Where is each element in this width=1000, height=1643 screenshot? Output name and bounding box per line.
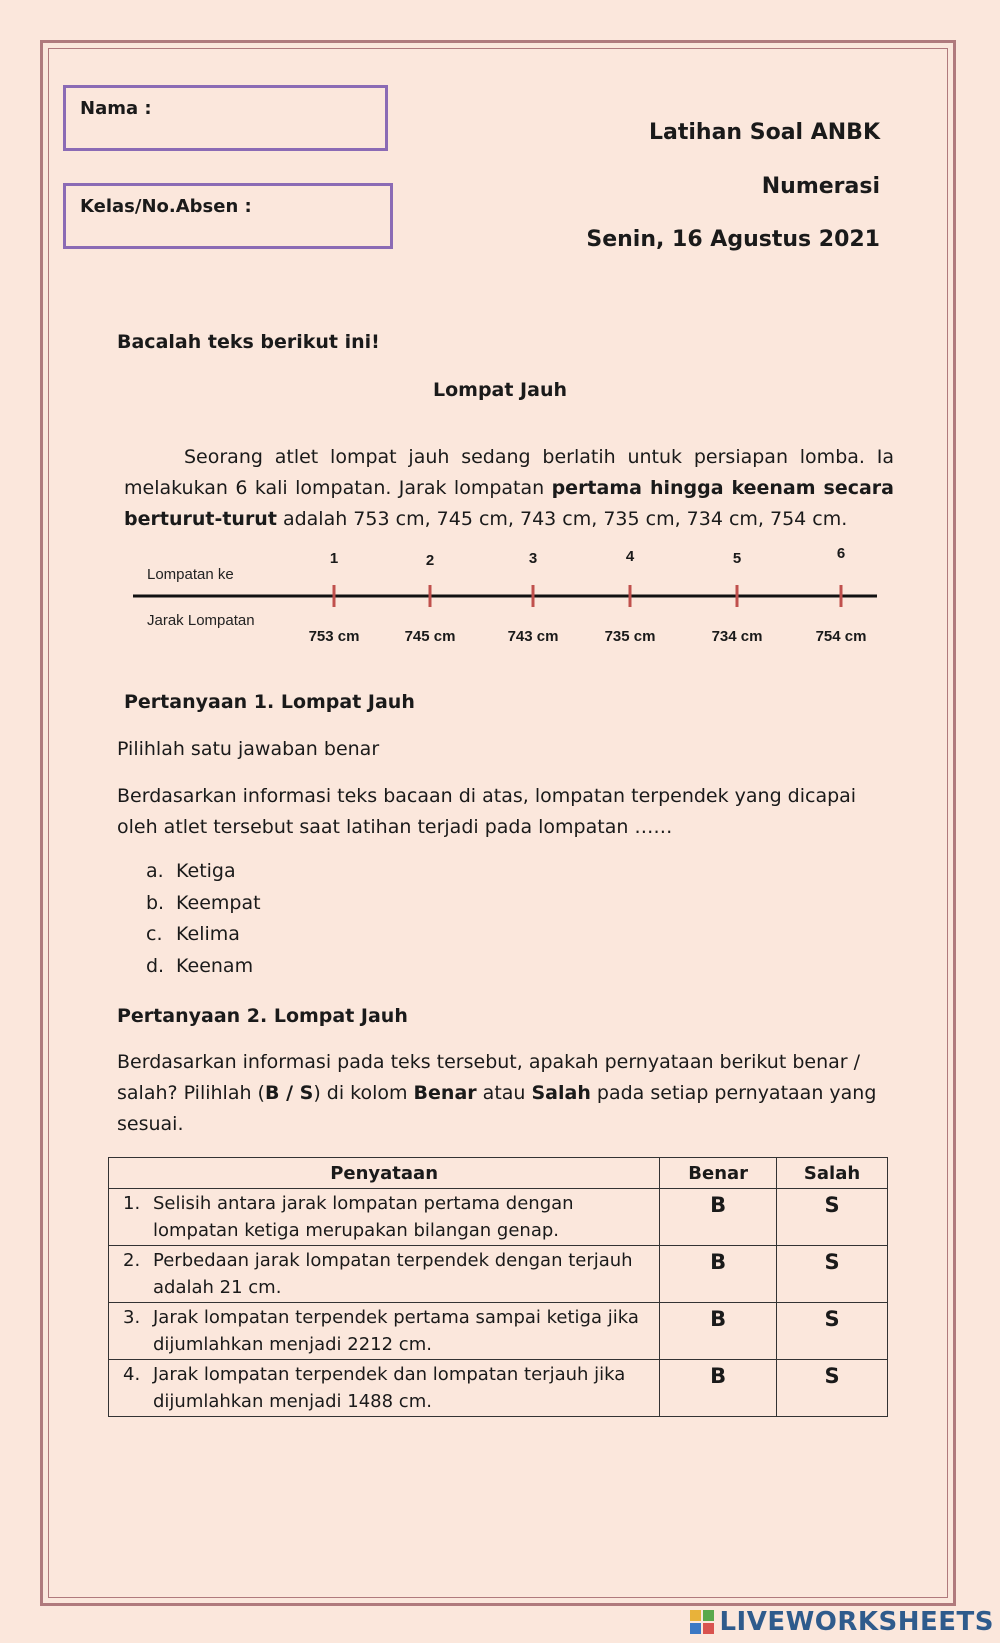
q1-question: Berdasarkan informasi teks bacaan di atas, lompatan terpendek yang dicapai oleh atlet tersebut saat latihan terjadi pada lompatan …… — [117, 785, 857, 838]
class-label: Kelas/No.Absen : — [80, 196, 252, 217]
jump-distance-5: 734 cm — [711, 628, 763, 645]
jump-number-2: 2 — [425, 552, 435, 569]
benar-option[interactable]: B — [660, 1189, 777, 1246]
jump-number-5: 5 — [732, 550, 742, 567]
header-benar: Benar — [660, 1158, 777, 1189]
reading-text-bold: pertama hingga keenam secara berturut-turut — [124, 477, 895, 530]
statement-cell: 2. Perbedaan jarak lompatan terpendek dengan terjauh adalah 21 cm. — [109, 1246, 660, 1303]
worksheet-date: Senin, 16 Agustus 2021 — [586, 227, 880, 252]
statement-cell: 1. Selisih antara jarak lompatan pertama dengan lompatan ketiga merupakan bilangan genap. — [109, 1189, 660, 1246]
class-field[interactable] — [63, 183, 393, 249]
liveworksheets-logo-icon — [689, 1609, 715, 1635]
q1-title: Pertanyaan 1. Lompat Jauh — [124, 691, 415, 713]
statement-table — [108, 1157, 888, 1417]
number-line-label-bottom: Jarak Lompatan — [147, 612, 255, 629]
table-header-row — [109, 1158, 888, 1189]
statement-cell: 4. Jarak lompatan terpendek dan lompatan terjauh jika dijumlahkan menjadi 1488 cm. — [109, 1360, 660, 1417]
jump-distance-1: 753 cm — [308, 628, 360, 645]
jump-distance-4: 735 cm — [604, 628, 656, 645]
worksheet-subject: Numerasi — [761, 174, 880, 199]
header-statement: Penyataan — [109, 1158, 660, 1189]
worksheet-title: Latihan Soal ANBK — [648, 120, 880, 145]
benar-option[interactable]: B — [660, 1360, 777, 1417]
salah-option[interactable]: S — [777, 1189, 888, 1246]
salah-option[interactable]: S — [777, 1360, 888, 1417]
reading-text-2: adalah 753 cm, 745 cm, 743 cm, 735 cm, 734 cm, 754 cm. — [276, 508, 848, 530]
table-row — [109, 1189, 888, 1246]
q1-option-d[interactable]: d. Keenam — [146, 954, 254, 977]
reading-title: Lompat Jauh — [432, 379, 568, 401]
jump-number-4: 4 — [625, 548, 635, 565]
name-field[interactable] — [63, 85, 388, 151]
header-salah: Salah — [777, 1158, 888, 1189]
table-row — [109, 1246, 888, 1303]
table-row — [109, 1303, 888, 1360]
table-row — [109, 1360, 888, 1417]
jump-distance-6: 754 cm — [815, 628, 867, 645]
q1-options — [146, 856, 261, 982]
reading-text-1: Seorang atlet lompat jauh sedang berlatih untuk persiapan lomba. Ia melakukan 6 kali lompatan. Jarak lompatan — [124, 446, 894, 499]
reading-instruction: Bacalah teks berikut ini! — [117, 331, 380, 353]
q2-question: Berdasarkan informasi pada teks tersebut, apakah pernyataan berikut benar / salah? Pilihlah (B / S) di kolom Benar atau Salah pada setiap pernyataan yang sesuai. — [117, 1051, 877, 1135]
jump-number-1: 1 — [329, 550, 339, 567]
q1-instruction: Pilihlah satu jawaban benar — [117, 738, 380, 760]
number-line-label-top: Lompatan ke — [147, 566, 234, 583]
reading-paragraph — [124, 442, 894, 535]
jump-distance-3: 743 cm — [507, 628, 559, 645]
number-line — [0, 560, 1000, 620]
liveworksheets-logo — [689, 1607, 994, 1637]
name-label: Nama : — [80, 98, 152, 119]
q1-option-c[interactable]: c. Kelima — [146, 923, 240, 945]
q2-title: Pertanyaan 2. Lompat Jauh — [117, 1005, 408, 1027]
statement-cell: 3. Jarak lompatan terpendek pertama sampai ketiga jika dijumlahkan menjadi 2212 cm. — [109, 1303, 660, 1360]
q1-option-a[interactable]: a. Ketiga — [146, 860, 236, 882]
jump-distance-2: 745 cm — [404, 628, 456, 645]
benar-option[interactable]: B — [660, 1246, 777, 1303]
jump-number-6: 6 — [836, 545, 846, 562]
liveworksheets-brand: LIVEWORKSHEETS — [719, 1607, 994, 1637]
jump-number-3: 3 — [528, 550, 538, 567]
benar-option[interactable]: B — [660, 1303, 777, 1360]
salah-option[interactable]: S — [777, 1303, 888, 1360]
salah-option[interactable]: S — [777, 1246, 888, 1303]
q1-option-b[interactable]: b. Keempat — [146, 891, 261, 914]
